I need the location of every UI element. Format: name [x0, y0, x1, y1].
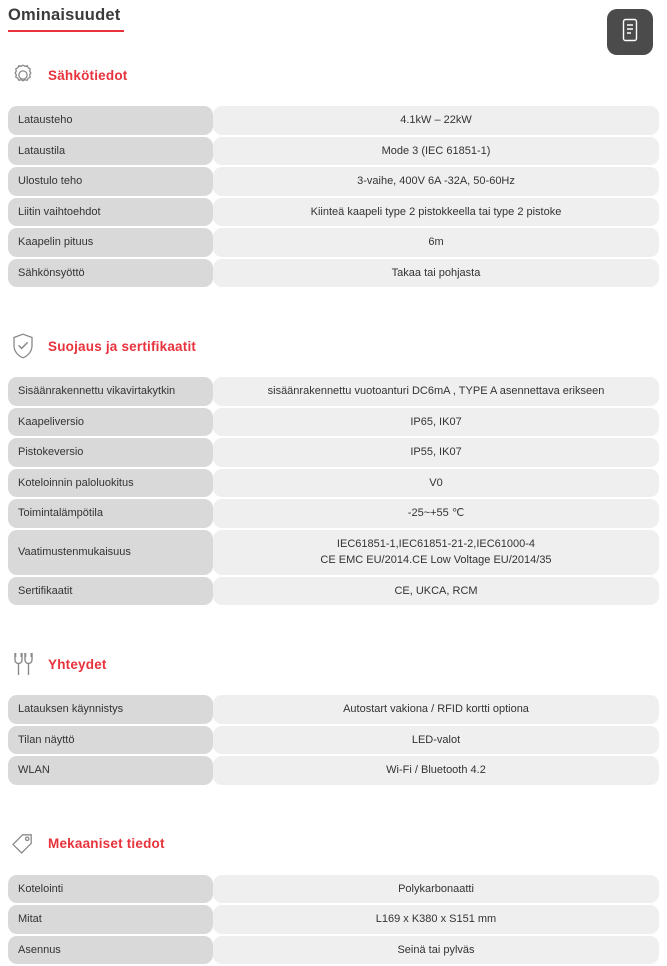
spec-value	[213, 530, 659, 575]
page-header	[0, 0, 667, 60]
table-row	[8, 756, 659, 785]
table-row	[8, 228, 659, 257]
spec-value-line: L169 x K380 x S151 mm	[223, 911, 649, 928]
spec-label: Vaatimustenmukaisuus	[8, 530, 213, 575]
spec-value	[213, 695, 659, 724]
sections-container	[0, 60, 667, 966]
spec-value-line: IP65, IK07	[223, 414, 649, 431]
spec-value-line: 3-vaihe, 400V 6A -32A, 50-60Hz	[223, 173, 649, 190]
spec-value	[213, 228, 659, 257]
spec-label: Sertifikaatit	[8, 577, 213, 606]
table-row	[8, 438, 659, 467]
spec-value-line: CE EMC EU/2014.CE Low Voltage EU/2014/35	[223, 552, 649, 569]
section-header	[8, 649, 659, 679]
section-header	[8, 331, 659, 361]
table-row	[8, 259, 659, 288]
spec-label: Kaapeliversio	[8, 408, 213, 437]
spec-label: Sähkönsyöttö	[8, 259, 213, 288]
table-row	[8, 695, 659, 724]
table-row	[8, 137, 659, 166]
spec-value	[213, 137, 659, 166]
spec-value-line: Takaa tai pohjasta	[223, 265, 649, 282]
section-spacer	[0, 787, 667, 829]
section-1	[0, 60, 667, 289]
spec-value	[213, 377, 659, 406]
spec-label: Latauksen käynnistys	[8, 695, 213, 724]
spec-value	[213, 875, 659, 904]
spec-value-line: Autostart vakiona / RFID kortti optiona	[223, 701, 649, 718]
spec-label: Toimintalämpötila	[8, 499, 213, 528]
section-title: Yhteydet	[48, 657, 107, 672]
section-title: Mekaaniset tiedot	[48, 836, 165, 851]
spec-value-line: V0	[223, 475, 649, 492]
spec-table	[8, 375, 659, 607]
spec-value	[213, 499, 659, 528]
section-title: Suojaus ja sertifikaatit	[48, 339, 196, 354]
table-row	[8, 577, 659, 606]
section-header	[8, 60, 659, 90]
spec-value-line: IEC61851-1,IEC61851-21-2,IEC61000-4	[223, 536, 649, 553]
spec-label: WLAN	[8, 756, 213, 785]
spec-label: Latausteho	[8, 106, 213, 135]
gear-icon	[8, 60, 38, 90]
title-underline	[8, 30, 124, 32]
spec-value-line: Polykarbonaatti	[223, 881, 649, 898]
spec-label: Ulostulo teho	[8, 167, 213, 196]
spec-value-line: Seinä tai pylväs	[223, 942, 649, 959]
spec-value-line: CE, UKCA, RCM	[223, 583, 649, 600]
spec-value-line: Wi-Fi / Bluetooth 4.2	[223, 762, 649, 779]
spec-value-line: Kiinteä kaapeli type 2 pistokkeella tai type 2 pistoke	[223, 204, 649, 221]
spec-value-line: -25~+55 ℃	[223, 505, 649, 522]
connectivity-icon	[8, 649, 38, 679]
page-title: Ominaisuudet	[8, 6, 120, 25]
section-spacer	[0, 289, 667, 331]
spec-table	[8, 693, 659, 787]
spec-value	[213, 106, 659, 135]
spec-value	[213, 905, 659, 934]
spec-value	[213, 259, 659, 288]
spec-label: Tilan näyttö	[8, 726, 213, 755]
section-header	[8, 829, 659, 859]
table-row	[8, 408, 659, 437]
spec-label: Koteloinnin paloluokitus	[8, 469, 213, 498]
table-row	[8, 905, 659, 934]
section-title: Sähkötiedot	[48, 68, 127, 83]
table-row	[8, 499, 659, 528]
table-row	[8, 530, 659, 575]
spec-value	[213, 198, 659, 227]
spec-table	[8, 104, 659, 289]
spec-value-line: 4.1kW – 22kW	[223, 112, 649, 129]
section-2	[0, 331, 667, 607]
table-row	[8, 106, 659, 135]
document-badge[interactable]	[607, 9, 653, 55]
spec-label: Pistokeversio	[8, 438, 213, 467]
spec-table	[8, 873, 659, 966]
section-4	[0, 829, 667, 966]
table-row	[8, 936, 659, 965]
spec-value	[213, 726, 659, 755]
table-row	[8, 726, 659, 755]
shield-icon	[8, 331, 38, 361]
spec-label: Lataustila	[8, 137, 213, 166]
spec-label: Asennus	[8, 936, 213, 965]
spec-label: Sisäänrakennettu vikavirtakytkin	[8, 377, 213, 406]
section-spacer	[0, 607, 667, 649]
spec-value	[213, 438, 659, 467]
spec-value	[213, 167, 659, 196]
spec-value-line: sisäänrakennettu vuotoanturi DC6mA , TYPE A asennettava erikseen	[223, 383, 649, 400]
document-icon	[620, 18, 640, 47]
spec-value	[213, 577, 659, 606]
section-3	[0, 649, 667, 787]
spec-value	[213, 936, 659, 965]
table-row	[8, 377, 659, 406]
spec-value-line: 6m	[223, 234, 649, 251]
spec-label: Kaapelin pituus	[8, 228, 213, 257]
spec-value-line: IP55, IK07	[223, 444, 649, 461]
tag-icon	[8, 829, 38, 859]
spec-value	[213, 408, 659, 437]
spec-value	[213, 469, 659, 498]
spec-label: Mitat	[8, 905, 213, 934]
spec-label: Liitin vaihtoehdot	[8, 198, 213, 227]
spec-label: Kotelointi	[8, 875, 213, 904]
table-row	[8, 469, 659, 498]
spec-value	[213, 756, 659, 785]
spec-value-line: Mode 3 (IEC 61851-1)	[223, 143, 649, 160]
spec-value-line: LED-valot	[223, 732, 649, 749]
table-row	[8, 875, 659, 904]
table-row	[8, 198, 659, 227]
table-row	[8, 167, 659, 196]
